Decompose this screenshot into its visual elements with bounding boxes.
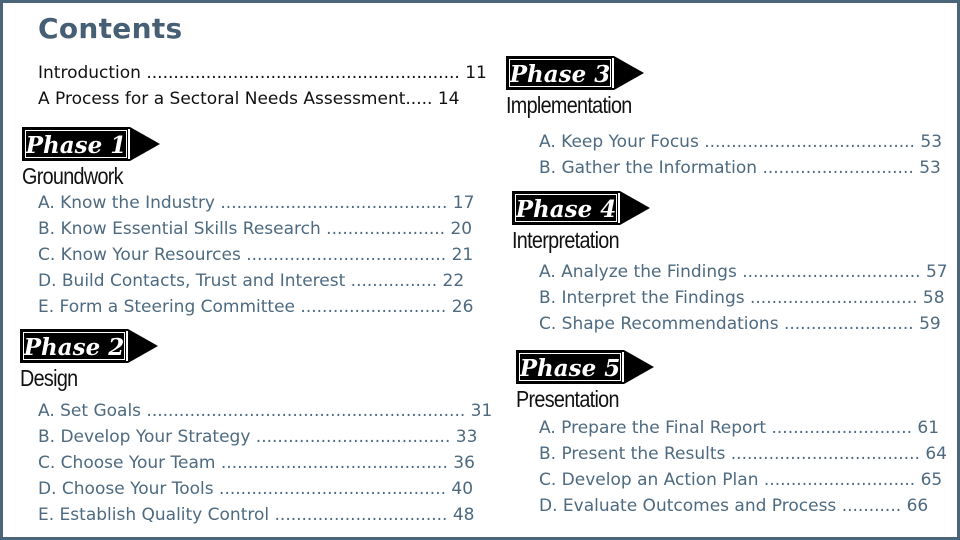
entry-text: E. Establish Quality Control: [38, 505, 270, 525]
toc-entry[interactable]: [38, 477, 473, 501]
entry-leader: ................................: [269, 505, 448, 525]
entry-page: 57: [925, 262, 948, 282]
toc-entry[interactable]: [38, 451, 475, 475]
entry-text: B. Present the Results: [539, 444, 726, 464]
phase-1-badge: [22, 127, 182, 191]
arrow-right-icon: [620, 191, 650, 225]
phase-5-badge: [516, 350, 676, 414]
phase-1-title: Phase 1: [22, 127, 130, 161]
toc-entry-process[interactable]: [38, 87, 459, 111]
entry-text: B. Gather the Information: [539, 158, 758, 178]
entry-text: D. Choose Your Tools: [38, 479, 214, 499]
entry-page: 65: [920, 470, 943, 490]
phase-3-badge: [506, 56, 666, 120]
entry-page: 66: [906, 496, 929, 516]
toc-entry[interactable]: [38, 243, 473, 267]
toc-entry[interactable]: [539, 286, 945, 310]
toc-entry[interactable]: [539, 260, 948, 284]
toc-entry[interactable]: [539, 416, 939, 440]
entry-leader: ...............................: [744, 288, 918, 308]
toc-entry-introduction[interactable]: [38, 61, 487, 85]
entry-text: A. Analyze the Findings: [539, 262, 737, 282]
entry-leader: ..........................: [766, 418, 912, 438]
phase-4-badge: [512, 191, 672, 255]
entry-page: 14: [437, 89, 460, 109]
entry-page: 26: [451, 297, 474, 317]
arrow-right-icon: [130, 127, 160, 161]
entry-leader: ..........................................: [213, 479, 447, 499]
entry-page: 53: [920, 132, 943, 152]
toc-entry[interactable]: [38, 217, 472, 241]
entry-page: 22: [442, 271, 465, 291]
entry-text: C. Choose Your Team: [38, 453, 216, 473]
entry-leader: ............................: [757, 158, 914, 178]
entry-text: C. Develop an Action Plan: [539, 470, 759, 490]
entry-leader: ............................: [758, 470, 916, 490]
phase-5-title: Phase 5: [516, 350, 624, 384]
entry-leader: ................: [345, 271, 438, 291]
entry-leader: ...........................................................: [141, 401, 466, 421]
toc-entry[interactable]: [539, 468, 942, 492]
entry-page: 21: [451, 245, 474, 265]
arrow-right-icon: [128, 329, 158, 363]
entry-page: 58: [922, 288, 945, 308]
entry-leader: ....................................: [250, 427, 451, 447]
entry-page: 40: [451, 479, 474, 499]
entry-leader: ..........................................................: [140, 63, 460, 83]
entry-text: A. Keep Your Focus: [539, 132, 699, 152]
entry-page: 11: [465, 63, 487, 83]
phase-2-label: Design: [20, 365, 78, 391]
entry-leader: .....: [405, 89, 433, 109]
entry-leader: ...........................: [295, 297, 447, 317]
entry-leader: ..........................................: [215, 453, 448, 473]
entry-leader: ...................................: [725, 444, 920, 464]
entry-leader: ........................: [778, 314, 914, 334]
entry-page: 20: [450, 219, 473, 239]
entry-text: A Process for a Sectoral Needs Assessment: [38, 89, 406, 109]
phase-2-title: Phase 2: [20, 329, 128, 363]
entry-text: Introduction: [38, 63, 141, 83]
phase-2-badge: [20, 329, 180, 393]
entry-text: A. Prepare the Final Report: [539, 418, 767, 438]
toc-entry[interactable]: [38, 503, 474, 527]
toc-entry[interactable]: [539, 130, 942, 154]
phase-4-label: Interpretation: [512, 227, 619, 253]
toc-entry[interactable]: [38, 269, 464, 293]
phase-3-label: Implementation: [506, 92, 632, 118]
toc-entry[interactable]: [38, 295, 473, 319]
entry-page: 61: [917, 418, 940, 438]
entry-page: 31: [470, 401, 493, 421]
entry-leader: .......................................: [698, 132, 915, 152]
entry-page: 33: [455, 427, 478, 447]
entry-leader: ......................: [320, 219, 446, 239]
toc-entry[interactable]: [38, 425, 477, 449]
entry-text: B. Interpret the Findings: [539, 288, 745, 308]
entry-text: B. Develop Your Strategy: [38, 427, 251, 447]
phase-5-label: Presentation: [516, 386, 619, 412]
entry-page: 59: [919, 314, 941, 334]
entry-text: B. Know Essential Skills Research: [38, 219, 321, 239]
entry-leader: .....................................: [240, 245, 447, 265]
toc-entry[interactable]: [539, 156, 941, 180]
entry-text: C. Shape Recommendations: [539, 314, 779, 334]
toc-entry[interactable]: [539, 494, 928, 518]
entry-leader: ...........: [836, 496, 902, 516]
entry-text: D. Build Contacts, Trust and Interest: [38, 271, 346, 291]
entry-page: 48: [452, 505, 475, 525]
toc-entry[interactable]: [38, 399, 492, 423]
entry-text: C. Know Your Resources: [38, 245, 241, 265]
entry-text: D. Evaluate Outcomes and Process: [539, 496, 837, 516]
entry-page: 36: [453, 453, 475, 473]
phase-4-title: Phase 4: [512, 191, 620, 225]
entry-text: E. Form a Steering Committee: [38, 297, 296, 317]
entry-page: 17: [452, 193, 475, 213]
toc-entry[interactable]: [539, 442, 947, 466]
arrow-right-icon: [614, 56, 644, 90]
toc-entry[interactable]: [38, 191, 474, 215]
page-title: Contents: [38, 12, 183, 45]
toc-entry[interactable]: [539, 312, 941, 336]
entry-leader: .................................: [736, 262, 921, 282]
phase-1-label: Groundwork: [22, 163, 123, 189]
entry-leader: ..........................................: [215, 193, 448, 213]
arrow-right-icon: [624, 350, 654, 384]
entry-text: A. Know the Industry: [38, 193, 215, 213]
phase-3-title: Phase 3: [506, 56, 614, 90]
entry-page: 64: [925, 444, 947, 464]
entry-text: A. Set Goals: [38, 401, 142, 421]
entry-page: 53: [919, 158, 941, 178]
